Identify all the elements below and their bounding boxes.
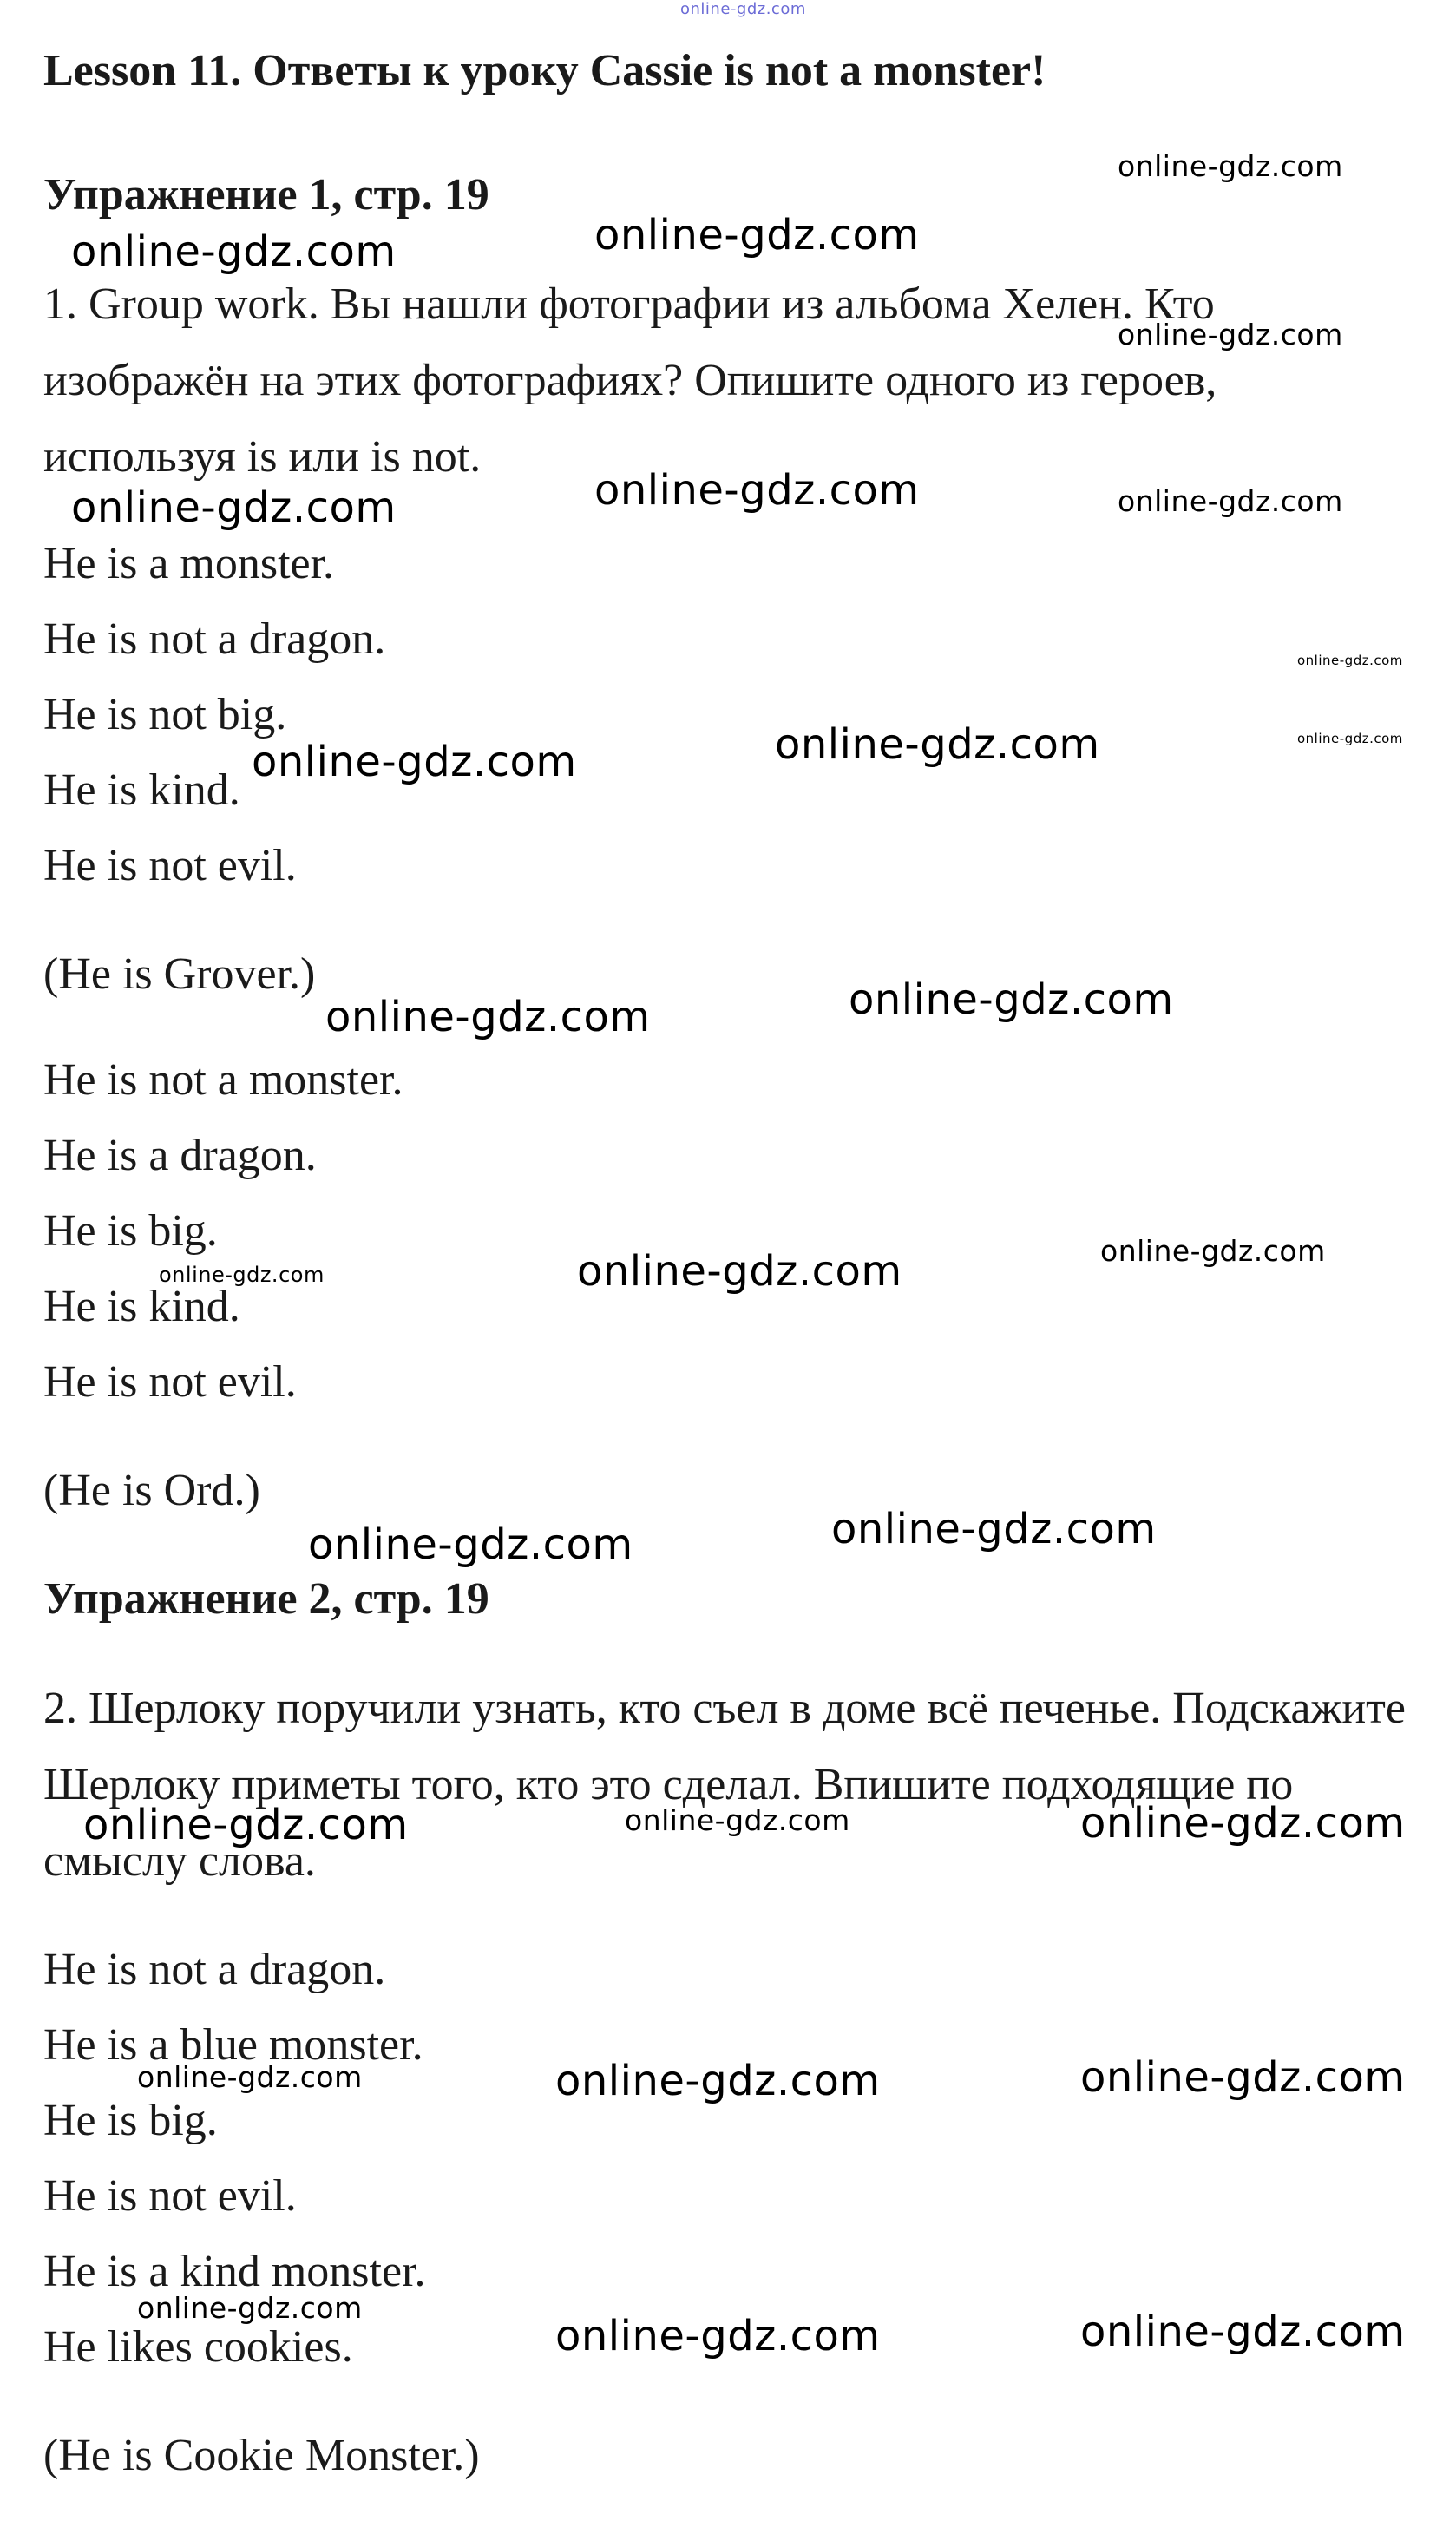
page-title: Lesson 11. Ответы к уроку Cassie is not a monster! xyxy=(43,46,1046,95)
watermark: online-gdz.com xyxy=(1118,149,1343,183)
watermark: online-gdz.com xyxy=(325,993,651,1041)
top-watermark: online-gdz.com xyxy=(680,0,806,18)
answer-line: He is a monster. xyxy=(43,539,335,588)
watermark: online-gdz.com xyxy=(555,2312,881,2360)
watermark: online-gdz.com xyxy=(252,738,577,786)
answer-line: He is not big. xyxy=(43,690,287,739)
watermark: online-gdz.com xyxy=(1080,1799,1406,1848)
answer-line: He is not evil. xyxy=(43,2171,297,2221)
exercise-1-heading: Упражнение 1, стр. 19 xyxy=(43,170,489,220)
exercise-2-task: 2. Шерлоку поручили узнать, кто съел в доме всё печенье. Подскажите Шерлоку приметы того, кто это сделал. Впишите подходящие по смыслу слова. xyxy=(43,1684,1406,1886)
watermark: online-gdz.com xyxy=(594,466,920,515)
answer-line: He is not evil. xyxy=(43,841,297,890)
exercise-2-heading: Упражнение 2, стр. 19 xyxy=(43,1574,489,1624)
watermark: online-gdz.com xyxy=(308,1520,633,1569)
answer-line: He is a dragon. xyxy=(43,1131,317,1180)
watermark: online-gdz.com xyxy=(577,1247,902,1296)
watermark: online-gdz.com xyxy=(555,2057,881,2105)
watermark: online-gdz.com xyxy=(849,975,1174,1024)
watermark: online-gdz.com xyxy=(625,1803,850,1837)
watermark: online-gdz.com xyxy=(159,1263,325,1287)
watermark: online-gdz.com xyxy=(831,1505,1157,1553)
watermark: online-gdz.com xyxy=(1118,318,1343,351)
answer-hero-name: (He is Cookie Monster.) xyxy=(43,2431,480,2480)
watermark: online-gdz.com xyxy=(775,720,1100,769)
answer-line: He is a kind monster. xyxy=(43,2247,426,2296)
watermark: online-gdz.com xyxy=(1118,484,1343,518)
watermark: online-gdz.com xyxy=(1297,653,1403,668)
watermark: online-gdz.com xyxy=(1080,2053,1406,2102)
watermark: online-gdz.com xyxy=(83,1801,409,1849)
answer-line: He is not evil. xyxy=(43,1357,297,1407)
answer-line: He is not a dragon. xyxy=(43,614,386,664)
watermark: online-gdz.com xyxy=(71,227,397,276)
answer-line: He is not a monster. xyxy=(43,1055,403,1105)
answer-line: He is big. xyxy=(43,2096,218,2145)
answer-hero-name: (He is Ord.) xyxy=(43,1466,260,1515)
watermark: online-gdz.com xyxy=(137,2060,363,2094)
answer-hero-name: (He is Grover.) xyxy=(43,949,316,999)
watermark: online-gdz.com xyxy=(594,211,920,259)
answer-line: He is not a dragon. xyxy=(43,1945,386,1994)
watermark: online-gdz.com xyxy=(137,2291,363,2325)
answer-line: He is big. xyxy=(43,1206,218,1256)
answer-line: He likes cookies. xyxy=(43,2322,353,2372)
watermark: online-gdz.com xyxy=(1100,1234,1326,1268)
exercise-1-task: 1. Group work. Вы нашли фотографии из альбома Хелен. Кто изображён на этих фотографиях? Опишите одного из героев, используя is или is not. xyxy=(43,279,1217,482)
watermark: online-gdz.com xyxy=(1297,731,1403,746)
watermark: online-gdz.com xyxy=(71,483,397,532)
answer-line: He is kind. xyxy=(43,1282,240,1331)
watermark: online-gdz.com xyxy=(1080,2308,1406,2356)
answer-line: He is a blue monster. xyxy=(43,2020,423,2070)
answer-line: He is kind. xyxy=(43,765,240,815)
